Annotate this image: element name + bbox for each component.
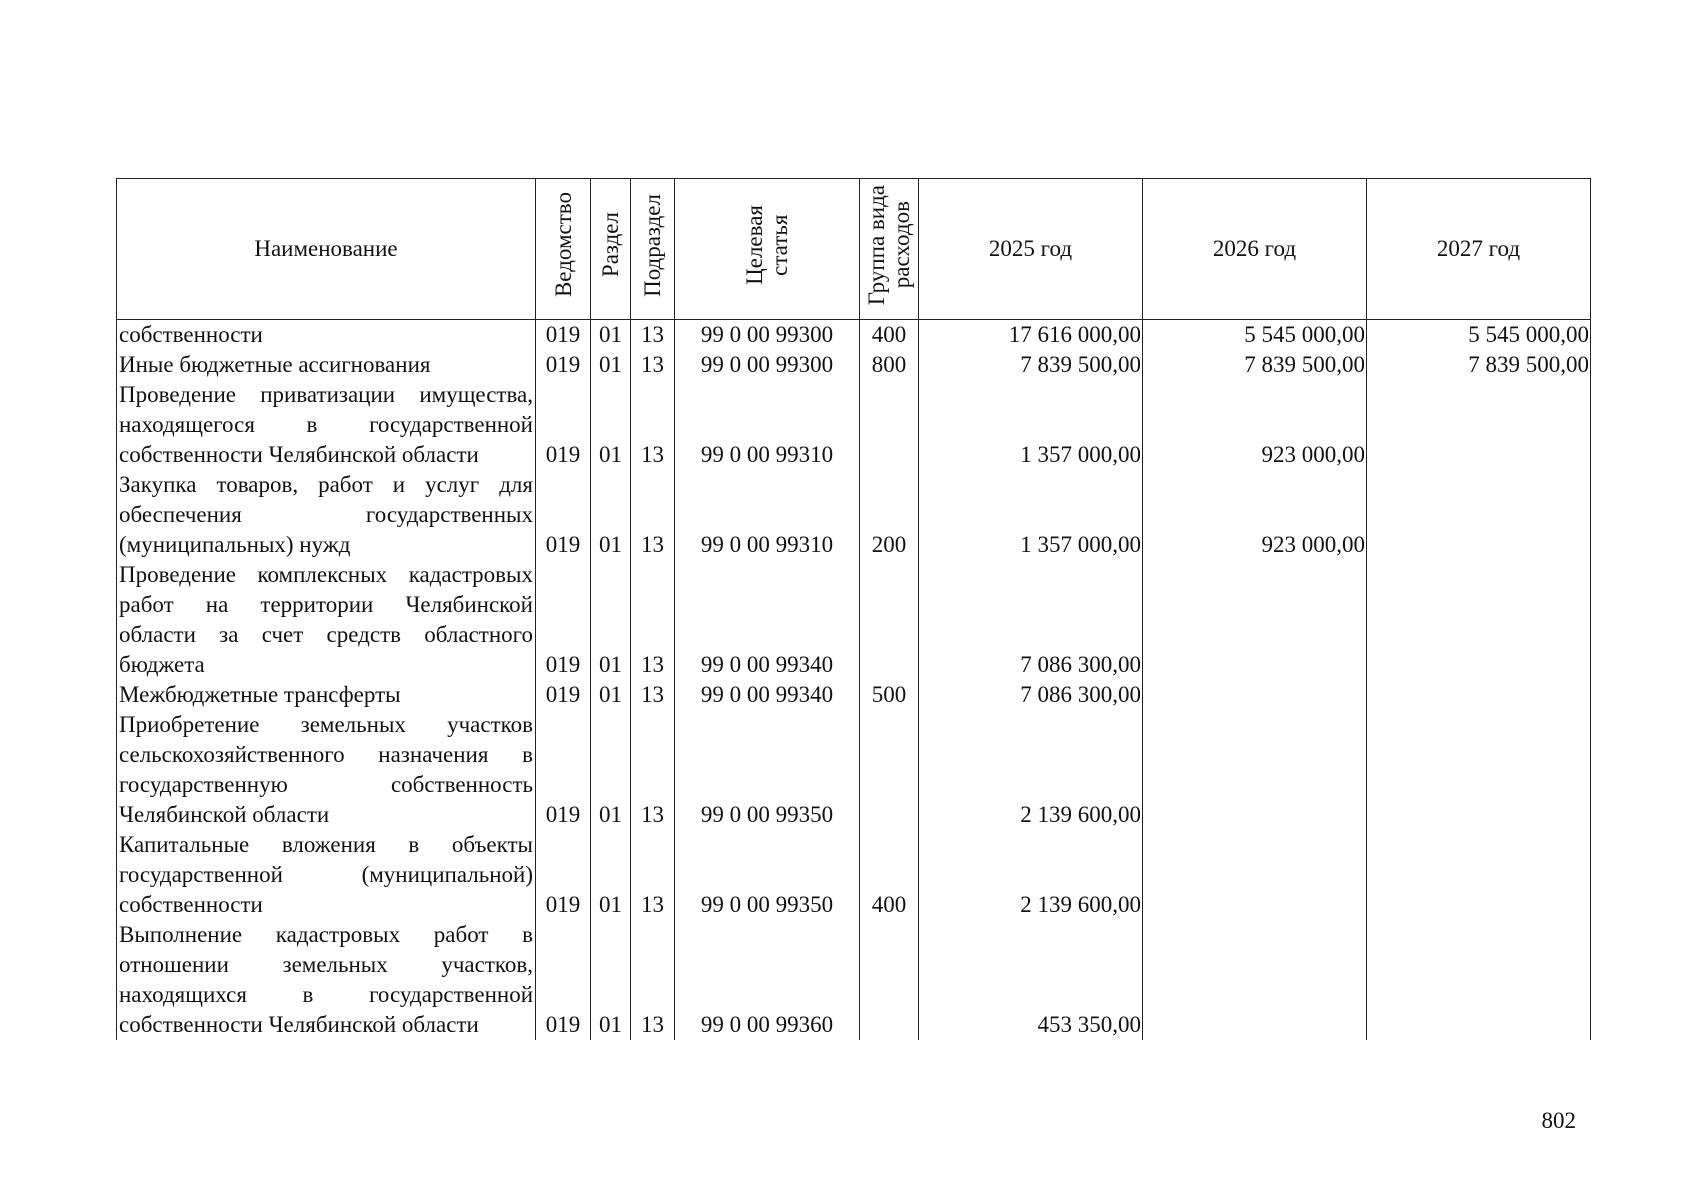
cell-podrazdel: 13	[631, 470, 675, 560]
cell-celevaya: 99 0 00 99350	[675, 830, 860, 920]
header-ved: Ведомство	[536, 179, 591, 320]
cell-2026: 5 545 000,00	[1143, 320, 1367, 351]
cell-gruppa	[860, 380, 919, 470]
header-celevaya: Целевая статья	[675, 179, 860, 320]
header-gruppa: Группа вида расходов	[860, 179, 919, 320]
header-podrazdel: Подраздел	[631, 179, 675, 320]
cell-2025: 7 086 300,00	[919, 560, 1143, 680]
cell-podrazdel: 13	[631, 710, 675, 830]
cell-ved: 019	[536, 830, 591, 920]
cell-2027	[1367, 830, 1591, 920]
cell-2026: 923 000,00	[1143, 380, 1367, 470]
cell-2027	[1367, 560, 1591, 680]
cell-razdel: 01	[591, 680, 631, 710]
cell-2026: 7 839 500,00	[1143, 350, 1367, 380]
cell-2026: 923 000,00	[1143, 470, 1367, 560]
cell-gruppa: 800	[860, 350, 919, 380]
cell-2027: 5 545 000,00	[1367, 320, 1591, 351]
cell-2026	[1143, 710, 1367, 830]
cell-2026	[1143, 920, 1367, 1040]
cell-gruppa: 400	[860, 830, 919, 920]
cell-2025: 2 139 600,00	[919, 830, 1143, 920]
cell-razdel: 01	[591, 920, 631, 1040]
cell-2025: 453 350,00	[919, 920, 1143, 1040]
cell-2026	[1143, 680, 1367, 710]
budget-table	[116, 178, 1591, 1040]
header-razdel: Раздел	[591, 179, 631, 320]
cell-name: Иные бюджетные ассигнования	[117, 350, 536, 380]
cell-name: Капитальные вложения в объекты государственной (муниципальной) собственности	[117, 830, 536, 920]
cell-2027: 7 839 500,00	[1367, 350, 1591, 380]
cell-ved: 019	[536, 920, 591, 1040]
cell-podrazdel: 13	[631, 320, 675, 351]
cell-name: Межбюджетные трансферты	[117, 680, 536, 710]
cell-razdel: 01	[591, 350, 631, 380]
budget-table-container	[116, 178, 1591, 1040]
cell-2027	[1367, 920, 1591, 1040]
table-row	[117, 470, 1591, 560]
cell-razdel: 01	[591, 560, 631, 680]
cell-razdel: 01	[591, 830, 631, 920]
cell-gruppa: 500	[860, 680, 919, 710]
cell-razdel: 01	[591, 380, 631, 470]
cell-2025: 1 357 000,00	[919, 380, 1143, 470]
header-2027: 2027 год	[1367, 179, 1591, 320]
cell-podrazdel: 13	[631, 830, 675, 920]
cell-2025: 17 616 000,00	[919, 320, 1143, 351]
cell-celevaya: 99 0 00 99310	[675, 380, 860, 470]
cell-gruppa	[860, 560, 919, 680]
cell-ved: 019	[536, 350, 591, 380]
cell-2027	[1367, 680, 1591, 710]
header-2026: 2026 год	[1143, 179, 1367, 320]
cell-podrazdel: 13	[631, 680, 675, 710]
cell-2025: 7 839 500,00	[919, 350, 1143, 380]
cell-2027	[1367, 470, 1591, 560]
cell-ved: 019	[536, 560, 591, 680]
cell-razdel: 01	[591, 320, 631, 351]
cell-celevaya: 99 0 00 99310	[675, 470, 860, 560]
cell-ved: 019	[536, 710, 591, 830]
cell-celevaya: 99 0 00 99350	[675, 710, 860, 830]
cell-name: Проведение приватизации имущества, находящегося в государственной собственности Челябинской области	[117, 380, 536, 470]
cell-2025: 7 086 300,00	[919, 680, 1143, 710]
page-number: 802	[1541, 1108, 1576, 1133]
cell-celevaya: 99 0 00 99340	[675, 560, 860, 680]
cell-podrazdel: 13	[631, 380, 675, 470]
cell-podrazdel: 13	[631, 920, 675, 1040]
cell-razdel: 01	[591, 470, 631, 560]
table-row	[117, 560, 1591, 680]
header-name: Наименование	[117, 179, 536, 320]
cell-podrazdel: 13	[631, 560, 675, 680]
table-row	[117, 830, 1591, 920]
table-row	[117, 380, 1591, 470]
cell-ved: 019	[536, 470, 591, 560]
cell-2025: 1 357 000,00	[919, 470, 1143, 560]
cell-ved: 019	[536, 320, 591, 351]
cell-gruppa	[860, 710, 919, 830]
cell-2025: 2 139 600,00	[919, 710, 1143, 830]
cell-razdel: 01	[591, 710, 631, 830]
cell-ved: 019	[536, 380, 591, 470]
cell-name: Приобретение земельных участков сельскохозяйственного назначения в государственную собственность Челябинской области	[117, 710, 536, 830]
table-row	[117, 680, 1591, 710]
table-header	[117, 179, 1591, 320]
cell-gruppa: 200	[860, 470, 919, 560]
table-row	[117, 710, 1591, 830]
cell-gruppa: 400	[860, 320, 919, 351]
cell-celevaya: 99 0 00 99300	[675, 350, 860, 380]
cell-name: Выполнение кадастровых работ в отношении земельных участков, находящихся в государственной собственности Челябинской области	[117, 920, 536, 1040]
table-row	[117, 320, 1591, 351]
table-row	[117, 350, 1591, 380]
table-body	[117, 320, 1591, 1041]
cell-2026	[1143, 560, 1367, 680]
cell-name: Закупка товаров, работ и услуг для обеспечения государственных (муниципальных) нужд	[117, 470, 536, 560]
header-2025: 2025 год	[919, 179, 1143, 320]
cell-2027	[1367, 380, 1591, 470]
table-row	[117, 920, 1591, 1040]
cell-gruppa	[860, 920, 919, 1040]
cell-name: Проведение комплексных кадастровых работ на территории Челябинской области за счет средств областного бюджета	[117, 560, 536, 680]
cell-podrazdel: 13	[631, 350, 675, 380]
cell-celevaya: 99 0 00 99340	[675, 680, 860, 710]
cell-2026	[1143, 830, 1367, 920]
cell-celevaya: 99 0 00 99360	[675, 920, 860, 1040]
cell-ved: 019	[536, 680, 591, 710]
cell-name: собственности	[117, 320, 536, 351]
cell-celevaya: 99 0 00 99300	[675, 320, 860, 351]
cell-2027	[1367, 710, 1591, 830]
